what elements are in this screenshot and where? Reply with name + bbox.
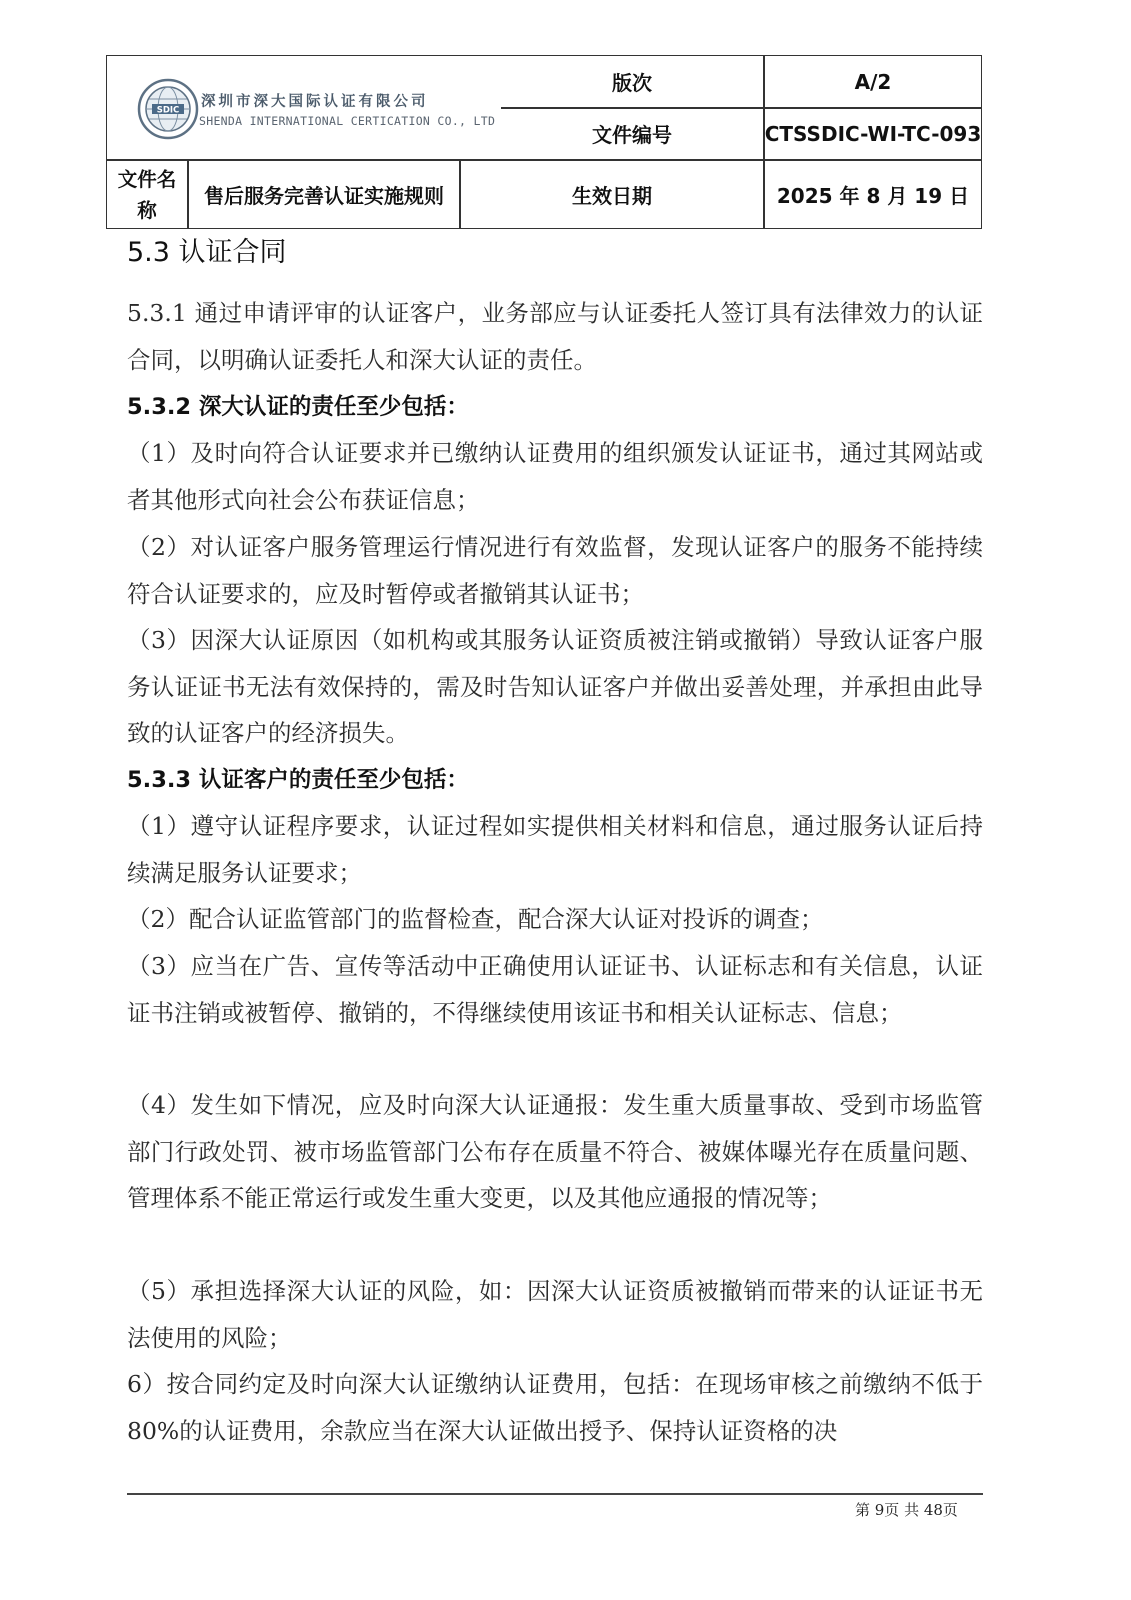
document-number-label: 文件编号 <box>592 123 672 147</box>
logo-text: SDIC <box>156 105 180 116</box>
effective-date-label: 生效日期 <box>572 184 652 208</box>
paragraph-5-3-1: 5.3.1 通过申请评审的认证客户，业务部应与认证委托人签订具有法律效力的认证合同，以明确认证委托人和深大认证的责任。 <box>127 299 983 374</box>
list-item: （3）因深大认证原因（如机构或其服务认证资质被注销或撤销）导致认证客户服务认证证书无法有效保持的，需及时告知认证客户并做出妥善处理，并承担由此导致的认证客户的经济损失。 <box>127 626 983 747</box>
list-item: （3）应当在广告、宣传等活动中正确使用认证证书、认证标志和有关信息，认证证书注销或被暂停、撤销的，不得继续使用该证书和相关认证标志、信息； <box>127 952 983 1027</box>
effective-date-value: 2025 年 8 月 19 日 <box>776 184 970 208</box>
list-item: （1）及时向符合认证要求并已缴纳认证费用的组织颁发认证证书，通过其网站或者其他形式向社会公布获证信息； <box>127 439 983 514</box>
company-name-cn: 深圳市深大国际认证有限公司 <box>201 94 429 110</box>
section-heading: 5.3 认证合同 <box>127 237 287 268</box>
document-number-value: CTSSDIC-WI-TC-093 <box>764 121 982 146</box>
document-header-table <box>106 55 982 229</box>
list-item: 6）按合同约定及时向深大认证缴纳认证费用，包括：在现场审核之前缴纳不低于 80%的认证费用，余款应当在深大认证做出授予、保持认证资格的决 <box>127 1370 983 1445</box>
company-name-en: SHENDA INTERNATIONAL CERTICATION CO., LTD <box>199 114 496 128</box>
document-name-value: 售后服务完善认证实施规则 <box>204 184 444 208</box>
footer-divider <box>127 1493 983 1495</box>
globe-seal-icon <box>137 78 199 140</box>
list-item: （5）承担选择深大认证的风险，如：因深大认证资质被撤销而带来的认证证书无法使用的风险； <box>127 1277 983 1352</box>
list-item: （4）发生如下情况，应及时向深大认证通报：发生重大质量事故、受到市场监管部门行政处罚、被市场监管部门公布存在质量不符合、被媒体曝光存在质量问题、管理体系不能正常运行或发生重大变更，以及其他应通报的情况等； <box>127 1091 983 1212</box>
version-label: 版次 <box>612 71 652 95</box>
list-item: （2）对认证客户服务管理运行情况进行有效监督，发现认证客户的服务不能持续符合认证要求的，应及时暂停或者撤销其认证书； <box>127 533 983 608</box>
version-value: A/2 <box>854 69 892 94</box>
subheading-5-3-3: 5.3.3 认证客户的责任至少包括： <box>127 767 469 793</box>
document-name-label: 文件名称 <box>117 167 177 222</box>
page-number: 第 9页 共 48页 <box>855 1501 958 1519</box>
subheading-5-3-2: 5.3.2 深大认证的责任至少包括： <box>127 394 469 420</box>
company-logo <box>137 78 199 140</box>
list-item: （1）遵守认证程序要求，认证过程如实提供相关材料和信息，通过服务认证后持续满足服务认证要求； <box>127 812 983 887</box>
list-item: （2）配合认证监管部门的监督检查，配合深大认证对投诉的调查； <box>127 905 824 933</box>
